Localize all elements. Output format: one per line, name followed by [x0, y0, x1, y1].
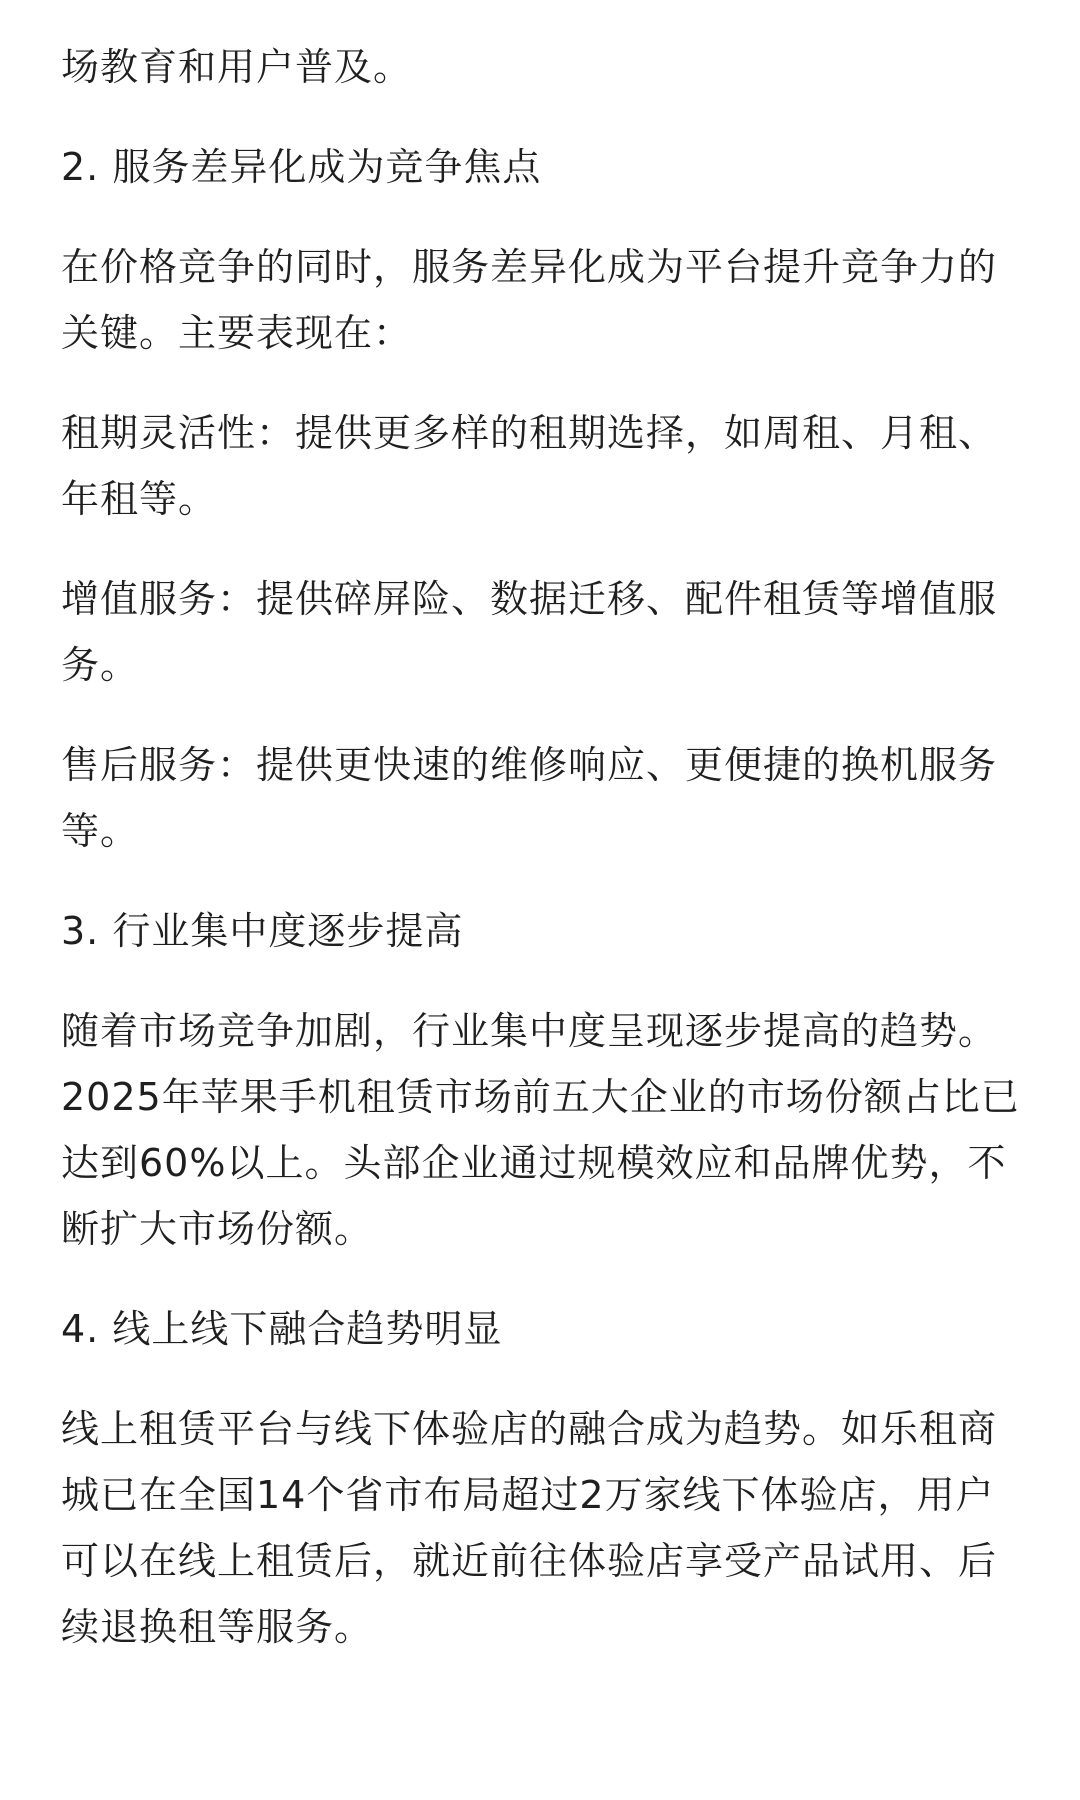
- article-body: [61, 34, 1031, 1694]
- paragraph-concentration: 随着市场竞争加剧，行业集中度呈现逐步提高的趋势。2025年苹果手机租赁市场前五大企业的市场份额占比已达到60%以上。头部企业通过规模效应和品牌优势，不断扩大市场份额。: [61, 1009, 1020, 1251]
- paragraph-after-sales: 售后服务：提供更快速的维修响应、更便捷的换机服务等。: [61, 743, 998, 853]
- paragraph-service-diff: 在价格竞争的同时，服务差异化成为平台提升竞争力的关键。主要表现在：: [61, 245, 998, 355]
- section-heading-4: 4. 线上线下融合趋势明显: [61, 1307, 503, 1351]
- section-heading-3: 3. 行业集中度逐步提高: [61, 909, 464, 953]
- paragraph-lease-flexibility: 租期灵活性：提供更多样的租期选择，如周租、月租、年租等。: [61, 411, 998, 521]
- paragraph-intro-tail: 场教育和用户普及。: [61, 45, 413, 89]
- paragraph-value-added: 增值服务：提供碎屏险、数据迁移、配件租赁等增值服务。: [61, 577, 998, 687]
- section-heading-2: 2. 服务差异化成为竞争焦点: [61, 145, 542, 189]
- paragraph-online-offline: 线上租赁平台与线下体验店的融合成为趋势。如乐租商城已在全国14个省市布局超过2万家线下体验店，用户可以在线上租赁后，就近前往体验店享受产品试用、后续退换租等服务。: [61, 1407, 998, 1649]
